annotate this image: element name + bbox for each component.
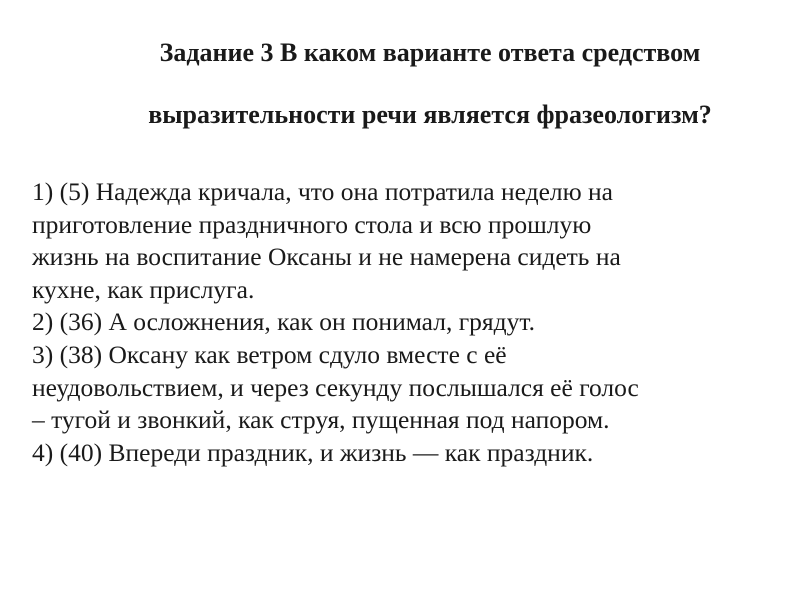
option-4-line: 4) (40) Впереди праздник, и жизнь — как праздник. — [32, 437, 594, 467]
option-1-line: жизнь на воспитание Оксаны и не намерена сидеть на — [32, 242, 621, 272]
option-1-line: кухне, как прислуга. — [32, 274, 255, 304]
option-3-line: – тугой и звонкий, как струя, пущенная под напором. — [32, 405, 610, 435]
option-3-line: неудовольствием, и через секунду послышался её голос — [32, 372, 639, 402]
title-line: выразительности речи является фразеологизм? — [148, 100, 712, 129]
option-3-line: 3) (38) Оксану как ветром сдуло вместе с её — [32, 339, 507, 369]
option-2-line: 2) (36) А осложнения, как он понимал, грядут. — [32, 307, 535, 337]
title-line: Задание 3 В каком варианте ответа средством — [159, 38, 701, 67]
option-1-line: 1) (5) Надежда кричала, что она потратила неделю на — [32, 177, 613, 206]
answer-options — [32, 176, 792, 469]
task-title — [60, 22, 800, 146]
option-1-line: приготовление праздничного стола и всю прошлую — [32, 209, 592, 239]
